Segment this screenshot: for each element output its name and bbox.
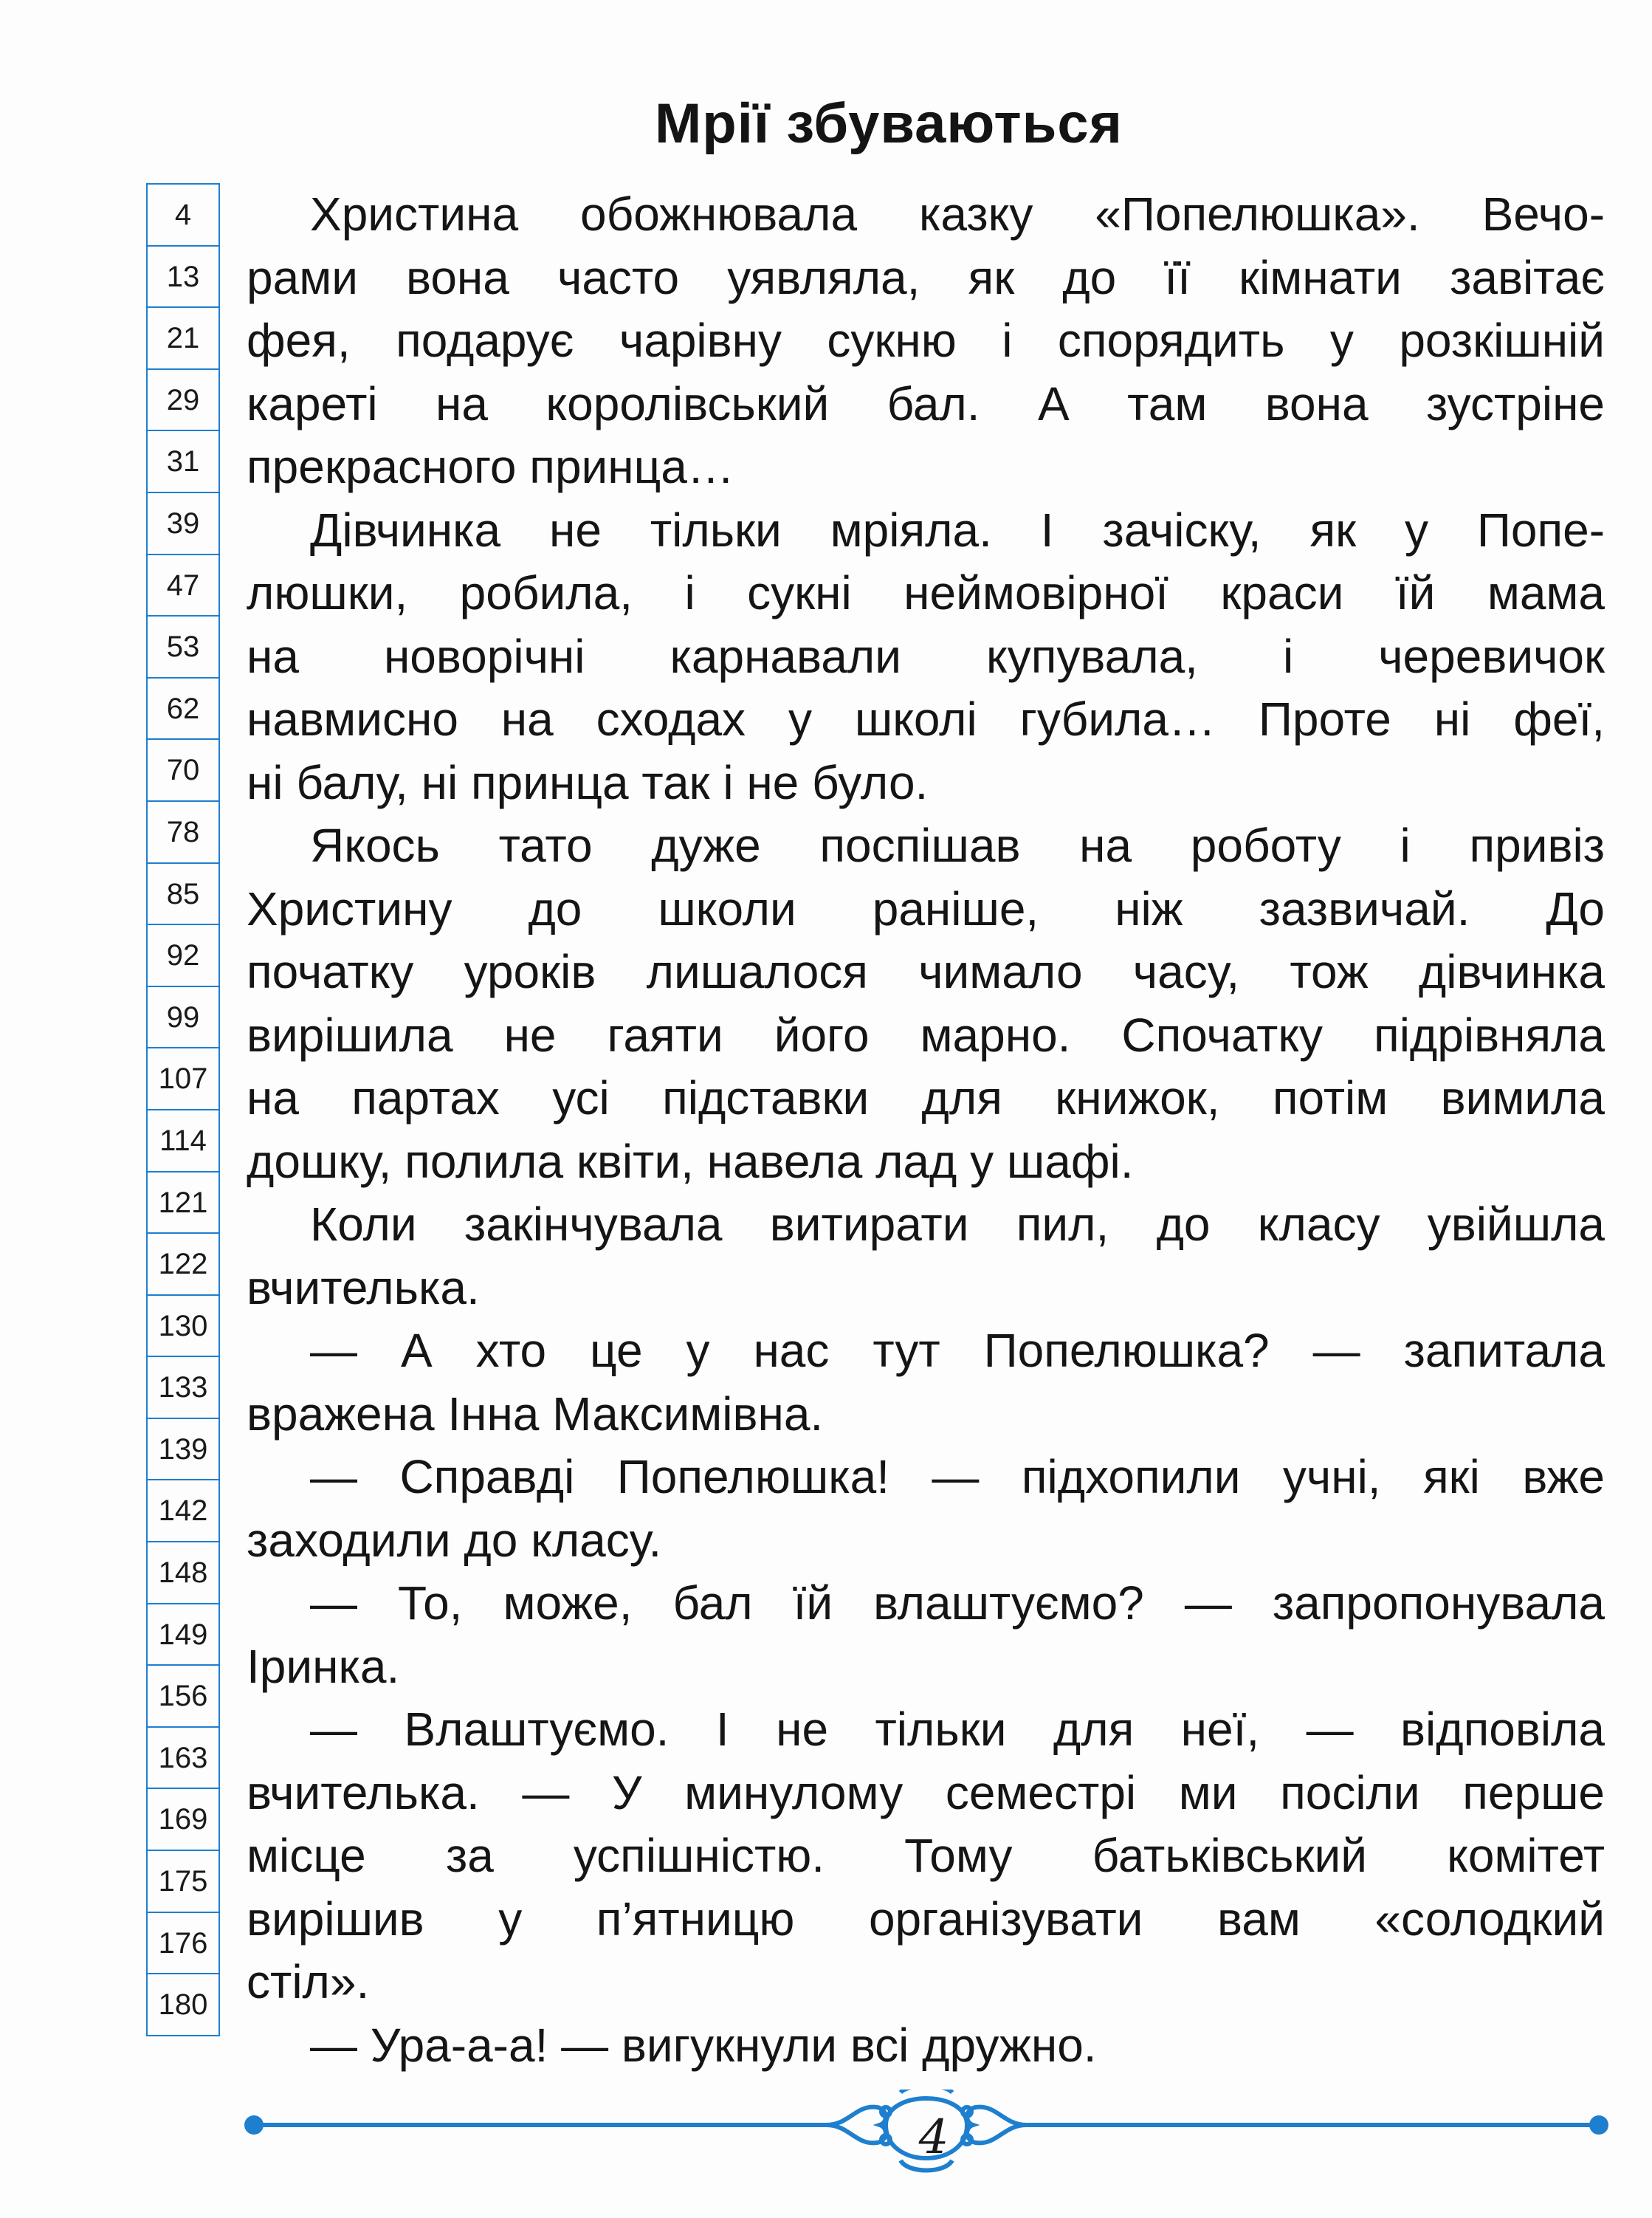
counter-cell: 31 — [148, 431, 218, 493]
counter-cell: 99 — [148, 987, 218, 1049]
counter-cell: 39 — [148, 493, 218, 555]
counter-cell: 107 — [148, 1048, 218, 1110]
counter-cell: 70 — [148, 740, 218, 802]
page-title: Мрії збуваються — [655, 92, 1123, 155]
text-line: на новорічні карнавали купувала, і черевичок — [247, 629, 1605, 683]
counter-cell: 21 — [148, 308, 218, 370]
counter-cell: 133 — [148, 1357, 218, 1419]
text-line: рами вона часто уявляла, як до її кімнати завітає — [247, 250, 1605, 304]
text-line: люшки, робила, і сукні неймовірної краси їй мама — [247, 566, 1605, 619]
text-line: — Ура-а-а! — вигукнули всі дружно. — [310, 2018, 1097, 2072]
text-line: фея, подарує чарівну сукню і спорядить у розкішній — [247, 314, 1605, 367]
counter-cell: 176 — [148, 1913, 218, 1975]
text-line: — Влаштуємо. І не тільки для неї, — відповіла — [310, 1703, 1605, 1756]
counter-cell: 142 — [148, 1480, 218, 1542]
text-line: Дівчинка не тільки мріяла. І зачіску, як у Попе- — [310, 503, 1605, 557]
counter-cell: 180 — [148, 1974, 218, 2036]
counter-cell: 121 — [148, 1172, 218, 1235]
text-line: дошку, полила квіти, навела лад у шафі. — [247, 1134, 1134, 1188]
counter-cell: 85 — [148, 864, 218, 926]
text-line: вчителька. — У минулому семестрі ми посіли перше — [247, 1765, 1605, 1819]
counter-cell: 53 — [148, 617, 218, 679]
counter-cell: 13 — [148, 247, 218, 309]
footer-dot-right — [1589, 2115, 1608, 2135]
counter-cell: 4 — [148, 185, 218, 247]
counter-cell: 148 — [148, 1542, 218, 1604]
text-line: вирішила не гаяти його марно. Спочатку підрівняла — [247, 1008, 1605, 1062]
counter-cell: 130 — [148, 1296, 218, 1358]
text-line: місце за успішністю. Тому батьківський комітет — [247, 1829, 1605, 1882]
text-line: Іринка. — [247, 1639, 400, 1693]
counter-cell: 156 — [148, 1666, 218, 1728]
counter-cell: 29 — [148, 370, 218, 432]
counter-cell: 149 — [148, 1604, 218, 1666]
text-line: початку уроків лишалося чимало часу, тож дівчинка — [247, 945, 1605, 998]
text-line: Христину до школи раніше, ніж зазвичай. До — [247, 882, 1605, 935]
footer-dot-left — [244, 2115, 264, 2135]
text-line: Коли закінчувала витирати пил, до класу увійшла — [310, 1198, 1605, 1251]
word-counter-column — [146, 183, 220, 2036]
counter-cell: 122 — [148, 1234, 218, 1296]
counter-cell: 175 — [148, 1851, 218, 1913]
counter-cell: 114 — [148, 1110, 218, 1172]
text-line: вирішив у п’ятницю організувати вам «солодкий — [247, 1892, 1605, 1946]
text-line: — Справді Попелюшка! — підхопили учні, які вже — [310, 1450, 1605, 1503]
story-text — [247, 183, 1605, 2077]
counter-cell: 47 — [148, 555, 218, 617]
text-line: заходили до класу. — [247, 1513, 662, 1567]
counter-cell: 92 — [148, 925, 218, 987]
text-line: вражена Інна Максимівна. — [247, 1387, 824, 1441]
text-line: кареті на королівський бал. А там вона зустріне — [247, 377, 1605, 430]
counter-cell: 169 — [148, 1789, 218, 1851]
text-line: на партах усі підставки для книжок, потім вимила — [247, 1071, 1605, 1125]
counter-cell: 78 — [148, 802, 218, 864]
text-line: ні балу, ні принца так і не було. — [247, 755, 929, 809]
text-line: Якось тато дуже поспішав на роботу і привіз — [310, 819, 1605, 872]
counter-cell: 139 — [148, 1419, 218, 1481]
page-number: 4 — [918, 2110, 949, 2165]
text-line: стіл». — [247, 1955, 370, 2008]
text-line: вчителька. — [247, 1260, 480, 1314]
text-line: Христина обожнювала казку «Попелюшка». Вечо- — [310, 188, 1605, 241]
text-line: навмисно на сходах у школі губила… Проте ні феї, — [247, 693, 1605, 746]
counter-cell: 163 — [148, 1728, 218, 1790]
text-line: — То, може, бал їй влаштуємо? — запропонувала — [310, 1576, 1605, 1630]
text-line: — А хто це у нас тут Попелюшка? — запитала — [310, 1324, 1605, 1377]
text-line: прекрасного принца… — [247, 440, 734, 493]
counter-cell: 62 — [148, 679, 218, 741]
